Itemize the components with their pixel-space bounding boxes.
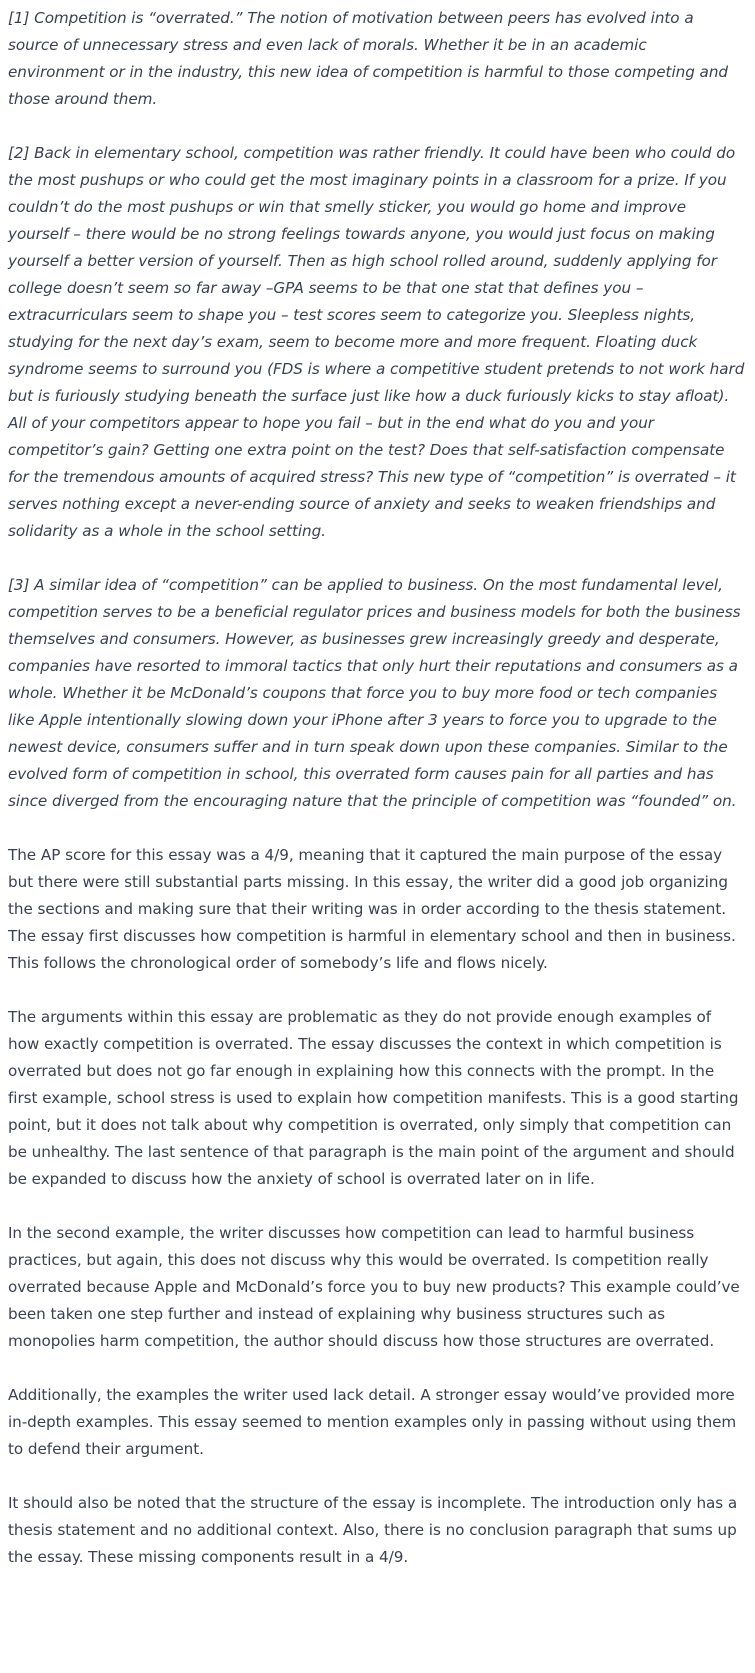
essay-paragraph-1: [1] Competition is “overrated.” The notion of motivation between peers has evolved into a source of unnecessary stress and even lack of morals. Whether it be in an academic environment or in the industry, this new idea of competition is harmful to those competing and those around them. [8,9,728,108]
essay-paragraph-3: [3] A similar idea of “competition” can be applied to business. On the most fundamental level, competition serves to be a beneficial regulator prices and business models for both the business themselves and consumers. However, as businesses grew increasingly greedy and desperate, companies have resorted to immoral tactics that only hurt their reputations and consumers as a whole. Whether it be McDonald’s coupons that force you to buy more food or tech companies like Apple intentionally slowing down your iPhone after 3 years to force you to upgrade to the newest device, consumers suffer and in turn speak down upon these companies. Similar to the evolved form of competition in school, this overrated form causes pain for all parties and has since diverged from the encouraging nature that the principle of competition was “founded” on. [8,576,741,810]
analysis-paragraph-second-example: In the second example, the writer discusses how competition can lead to harmful business practices, but again, this does not discuss why this would be overrated. Is competition really overrated because Apple and McDonald’s force you to buy new products? This example could’ve been taken one step further and instead of explaining why business structures such as monopolies harm competition, the author should discuss how those structures are overrated. [8,1224,740,1350]
essay-paragraph-2: [2] Back in elementary school, competition was rather friendly. It could have been who could do the most pushups or who could get the most imaginary points in a classroom for a prize. If you couldn’t do the most pushups or win that smelly sticker, you would go home and improve yourself – there would be no strong feelings towards anyone, you would just focus on making yourself a better version of yourself. Then as high school rolled around, suddenly applying for college doesn’t seem so far away –GPA seems to be that one stat that defines you – extracurriculars seem to shape you – test scores seem to categorize you. Sleepless nights, studying for the next day’s exam, seem to become more and more frequent. Floating duck syndrome seems to surround you (FDS is where a competitive student pretends to not work hard but is furiously studying beneath the surface just like how a duck furiously kicks to stay afloat). All of your competitors appear to hope you fail – but in the end what do you and your competitor’s gain? Getting one extra point on the test? Does that self-satisfaction compensate for the tremendous amounts of acquired stress? This new type of “competition” is overrated – it serves nothing except a never-ending source of anxiety and seeks to weaken friendships and solidarity as a whole in the school setting. [8,144,745,540]
analysis-paragraph-structure: It should also be noted that the structure of the essay is incomplete. The introduction only has a thesis statement and no additional context. Also, there is no conclusion paragraph that sums up the essay. These missing components result in a 4/9. [8,1494,738,1566]
analysis-paragraph-score: The AP score for this essay was a 4/9, meaning that it captured the main purpose of the essay but there were still substantial parts missing. In this essay, the writer did a good job organizing the sections and making sure that their writing was in order according to the thesis statement. The essay first discusses how competition is harmful in elementary school and then in business. This follows the chronological order of somebody’s life and flows nicely. [8,846,736,972]
analysis-paragraph-detail: Additionally, the examples the writer used lack detail. A stronger essay would’ve provided more in-depth examples. This essay seemed to mention examples only in passing without using them to defend their argument. [8,1386,737,1458]
analysis-paragraph-arguments: The arguments within this essay are problematic as they do not provide enough examples of how exactly competition is overrated. The essay discusses the context in which competition is overrated but does not go far enough in explaining how this connects with the prompt. In the first example, school stress is used to explain how competition manifests. This is a good starting point, but it does not talk about why competition is overrated, only simply that competition can be unhealthy. The last sentence of that paragraph is the main point of the argument and should be expanded to discuss how the anxiety of school is overrated later on in life. [8,1008,739,1188]
